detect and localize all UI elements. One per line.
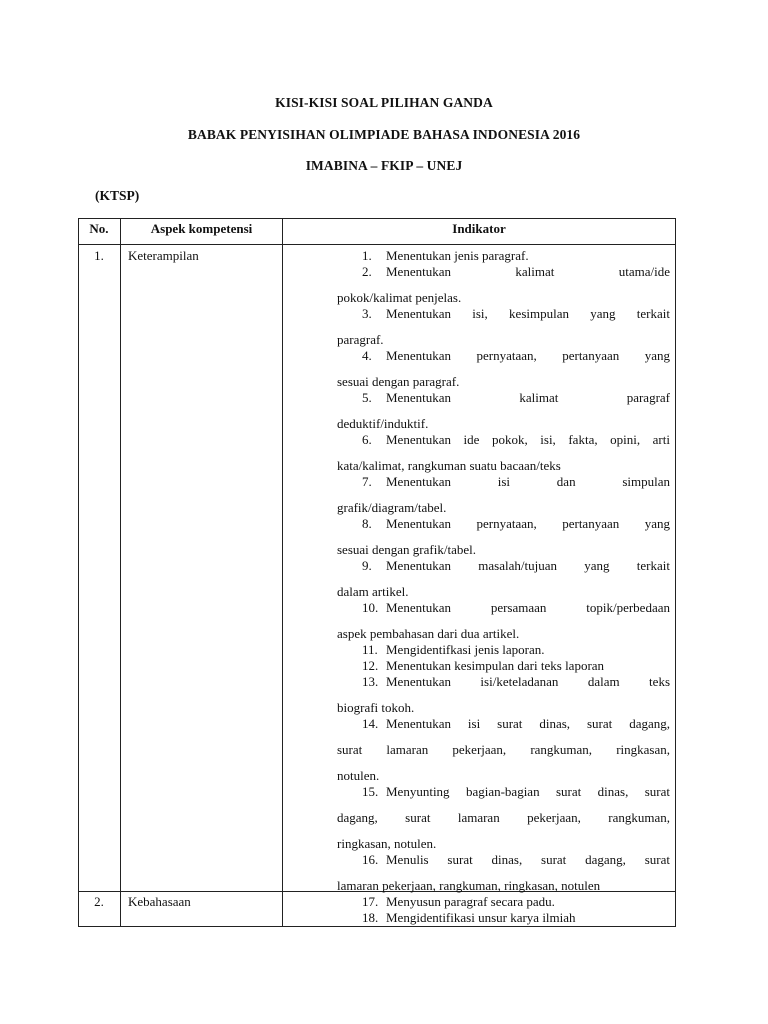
table-border-top	[78, 218, 676, 219]
table-header-divider	[78, 244, 676, 245]
indicator-continuation: lamaran pekerjaan, rangkuman, ringkasan, notulen	[337, 878, 601, 893]
indicator-item: 3. Menentukan isi, kesimpulan yang terkait	[362, 306, 670, 321]
indicator-continuation: ringkasan, notulen.	[337, 836, 437, 851]
document-subtitle: BABAK PENYISIHAN OLIMPIADE BAHASA INDONESIA 2016	[187, 127, 581, 142]
indicator-continuation: dagang, surat lamaran pekerjaan, rangkuman,	[337, 810, 670, 825]
indicator-item: 4. Menentukan pernyataan, pertanyaan yang	[362, 348, 670, 363]
indicator-item: 16. Menulis surat dinas, surat dagang, surat	[362, 852, 670, 867]
header-indicator: Indikator	[452, 221, 506, 236]
indicator-continuation: paragraf.	[337, 332, 384, 347]
indicator-continuation: dalam artikel.	[337, 584, 409, 599]
row-1-aspect: Keterampilan	[128, 248, 199, 263]
indicator-continuation: pokok/kalimat penjelas.	[337, 290, 462, 305]
curriculum-label: (KTSP)	[95, 188, 140, 203]
indicator-list	[337, 248, 670, 894]
indicator-continuation: notulen.	[337, 768, 380, 783]
row-1-no: 1.	[94, 248, 104, 263]
indicator-continuation: kata/kalimat, rangkuman suatu bacaan/teks	[337, 458, 561, 473]
indicator-item: 9. Menentukan masalah/tujuan yang terkait	[362, 558, 670, 573]
row-2-no: 2.	[94, 894, 104, 909]
header-no: No.	[89, 221, 109, 236]
indicator-continuation: aspek pembahasan dari dua artikel.	[337, 626, 520, 641]
indicator-item: 8. Menentukan pernyataan, pertanyaan yang	[362, 516, 670, 531]
indicator-item: 1. Menentukan jenis paragraf.	[362, 248, 529, 263]
indicator-continuation: biografi tokoh.	[337, 700, 415, 715]
table-border-left	[78, 218, 79, 927]
indicator-item: 5. Menentukan kalimat paragraf	[362, 390, 670, 405]
table-border-right	[675, 218, 676, 927]
indicator-continuation: sesuai dengan paragraf.	[337, 374, 460, 389]
indicator-continuation: grafik/diagram/tabel.	[337, 500, 447, 515]
table-border-bottom	[78, 926, 676, 927]
table-col-divider-1	[120, 218, 121, 927]
indicator-item: 11. Mengidentifkasi jenis laporan.	[362, 642, 545, 657]
indicator-item: 2. Menentukan kalimat utama/ide	[362, 264, 670, 279]
indicator-item: 14. Menentukan isi surat dinas, surat dagang,	[362, 716, 670, 731]
indicator-item: 18. Mengidentifikasi unsur karya ilmiah	[362, 910, 576, 925]
document-organizer: IMABINA – FKIP – UNEJ	[305, 158, 463, 173]
row-2-aspect: Kebahasaan	[128, 894, 191, 909]
indicator-item: 13. Menentukan isi/keteladanan dalam teks	[362, 674, 670, 689]
indicator-item: 10. Menentukan persamaan topik/perbedaan	[362, 600, 670, 615]
indicator-list-2	[337, 894, 670, 926]
indicator-item: 12. Menentukan kesimpulan dari teks laporan	[362, 658, 605, 673]
indicator-item: 15. Menyunting bagian-bagian surat dinas, surat	[362, 784, 670, 799]
indicator-continuation: sesuai dengan grafik/tabel.	[337, 542, 476, 557]
header-aspect: Aspek kompetensi	[150, 221, 253, 236]
indicator-continuation: deduktif/induktif.	[337, 416, 429, 431]
document-title: KISI-KISI SOAL PILIHAN GANDA	[275, 95, 493, 110]
indicator-item: 17. Menyusun paragraf secara padu.	[362, 894, 555, 909]
indicator-continuation: surat lamaran pekerjaan, rangkuman, ringkasan,	[337, 742, 670, 757]
indicator-item: 6. Menentukan ide pokok, isi, fakta, opini, arti	[362, 432, 670, 447]
table-col-divider-2	[282, 218, 283, 927]
indicator-item: 7. Menentukan isi dan simpulan	[362, 474, 670, 489]
